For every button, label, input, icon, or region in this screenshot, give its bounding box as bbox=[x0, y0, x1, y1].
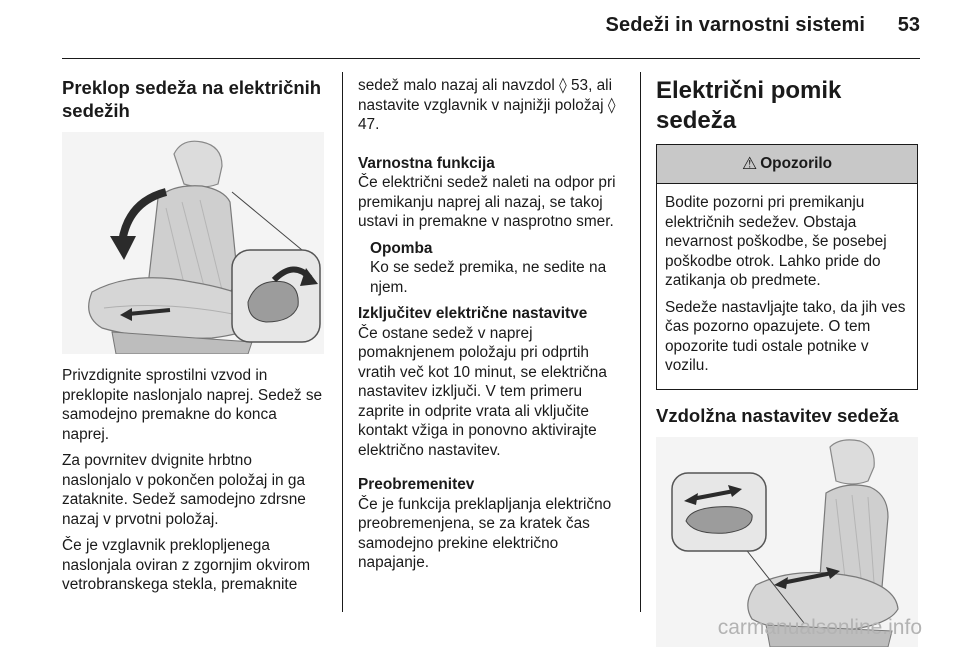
warning-paragraph-2: Sedeže nastavljajte tako, da jih ves čas pozorno opazujete. O tem opozorite tudi ostale potnike v vozilu. bbox=[665, 298, 906, 374]
warning-title: Opozorilo bbox=[760, 155, 833, 172]
warning-header bbox=[657, 145, 917, 184]
seat-fold-illustration bbox=[62, 132, 324, 354]
shutoff-text: Če ostane sedež v naprej pomaknjenem položaju pri odprtih vratih več kot 10 minut, se električna nastavitev izključi. V tem primeru zaprite in odprite vrata ali vključite kontakt vžiga in ponovno aktivirajte električno nastavitev. bbox=[358, 324, 607, 459]
warning-box bbox=[656, 144, 918, 390]
seat-fold-image bbox=[62, 132, 324, 354]
column-divider-2 bbox=[640, 72, 641, 612]
seat-slide-illustration bbox=[656, 437, 918, 647]
column-divider-1 bbox=[342, 72, 343, 612]
warning-paragraph-1: Bodite pozorni pri premikanju električnih sedežev. Obstaja nevarnost poškodbe, še posebej poškodbe otrok. Lahko pride do zatikanja ob predmete. bbox=[665, 194, 887, 289]
note-text: Ko se sedež premika, ne sedite na njem. bbox=[370, 259, 607, 296]
section-heading-seat-fold: Preklop sedeža na električnih sedežih bbox=[62, 77, 322, 121]
page-header-title: Sedeži in varnostni sistemi bbox=[605, 14, 865, 36]
header-rule bbox=[62, 58, 920, 59]
note-title: Opomba bbox=[370, 239, 433, 257]
col1-paragraph-1: Privzdignite sprostilni vzvod in preklopite naslonjalo naprej. Sedež se samodejno premakne do konca naprej. bbox=[62, 367, 323, 443]
page-reference-icon: ◊ bbox=[559, 76, 567, 94]
warning-triangle-icon: ⚠ bbox=[741, 154, 758, 173]
col1-paragraph-3: Če je vzglavnik preklopljenega naslonjala oviran z zgornjim okvirom vetrobranskega stekla, premaknite bbox=[62, 537, 311, 593]
safety-function-heading: Varnostna funkcija bbox=[358, 154, 495, 172]
watermark: carmanualsonline.info bbox=[717, 616, 922, 639]
column-1 bbox=[62, 76, 324, 602]
warning-body bbox=[657, 184, 917, 389]
page-reference-icon: ◊ bbox=[607, 95, 616, 114]
overload-text: Če je funkcija preklapljanja električno preobremenjena, se za kratek čas samodejno prekine električno napajanje. bbox=[358, 495, 612, 571]
column-3 bbox=[656, 76, 918, 647]
col2-intro: sedež malo nazaj ali navzdol ◊ 53, ali nastavite vzglavnik v najnižji položaj ◊ 47. bbox=[358, 76, 616, 133]
safety-function-text: Če električni sedež naleti na odpor pri premikanju naprej ali nazaj, se takoj ustavi in premakne v nasprotno smer. bbox=[358, 174, 616, 230]
col1-paragraph-2: Za povrnitev dvignite hrbtno naslonjalo v pokončen položaj in ga zataknite. Sedež samodejno zdrsne nazaj v prvotni položaj. bbox=[62, 452, 306, 528]
seat-slide-image bbox=[656, 437, 918, 647]
shutoff-heading: Izključitev električne nastavitve bbox=[358, 305, 588, 322]
column-2 bbox=[358, 76, 626, 580]
subheading-longitudinal: Vzdolžna nastavitev sedeža bbox=[656, 404, 899, 426]
section-heading-power-seat: Električni pomik sedeža bbox=[656, 77, 842, 134]
note-block bbox=[358, 239, 626, 298]
overload-heading: Preobremenitev bbox=[358, 476, 475, 493]
page-number: 53 bbox=[897, 14, 920, 36]
